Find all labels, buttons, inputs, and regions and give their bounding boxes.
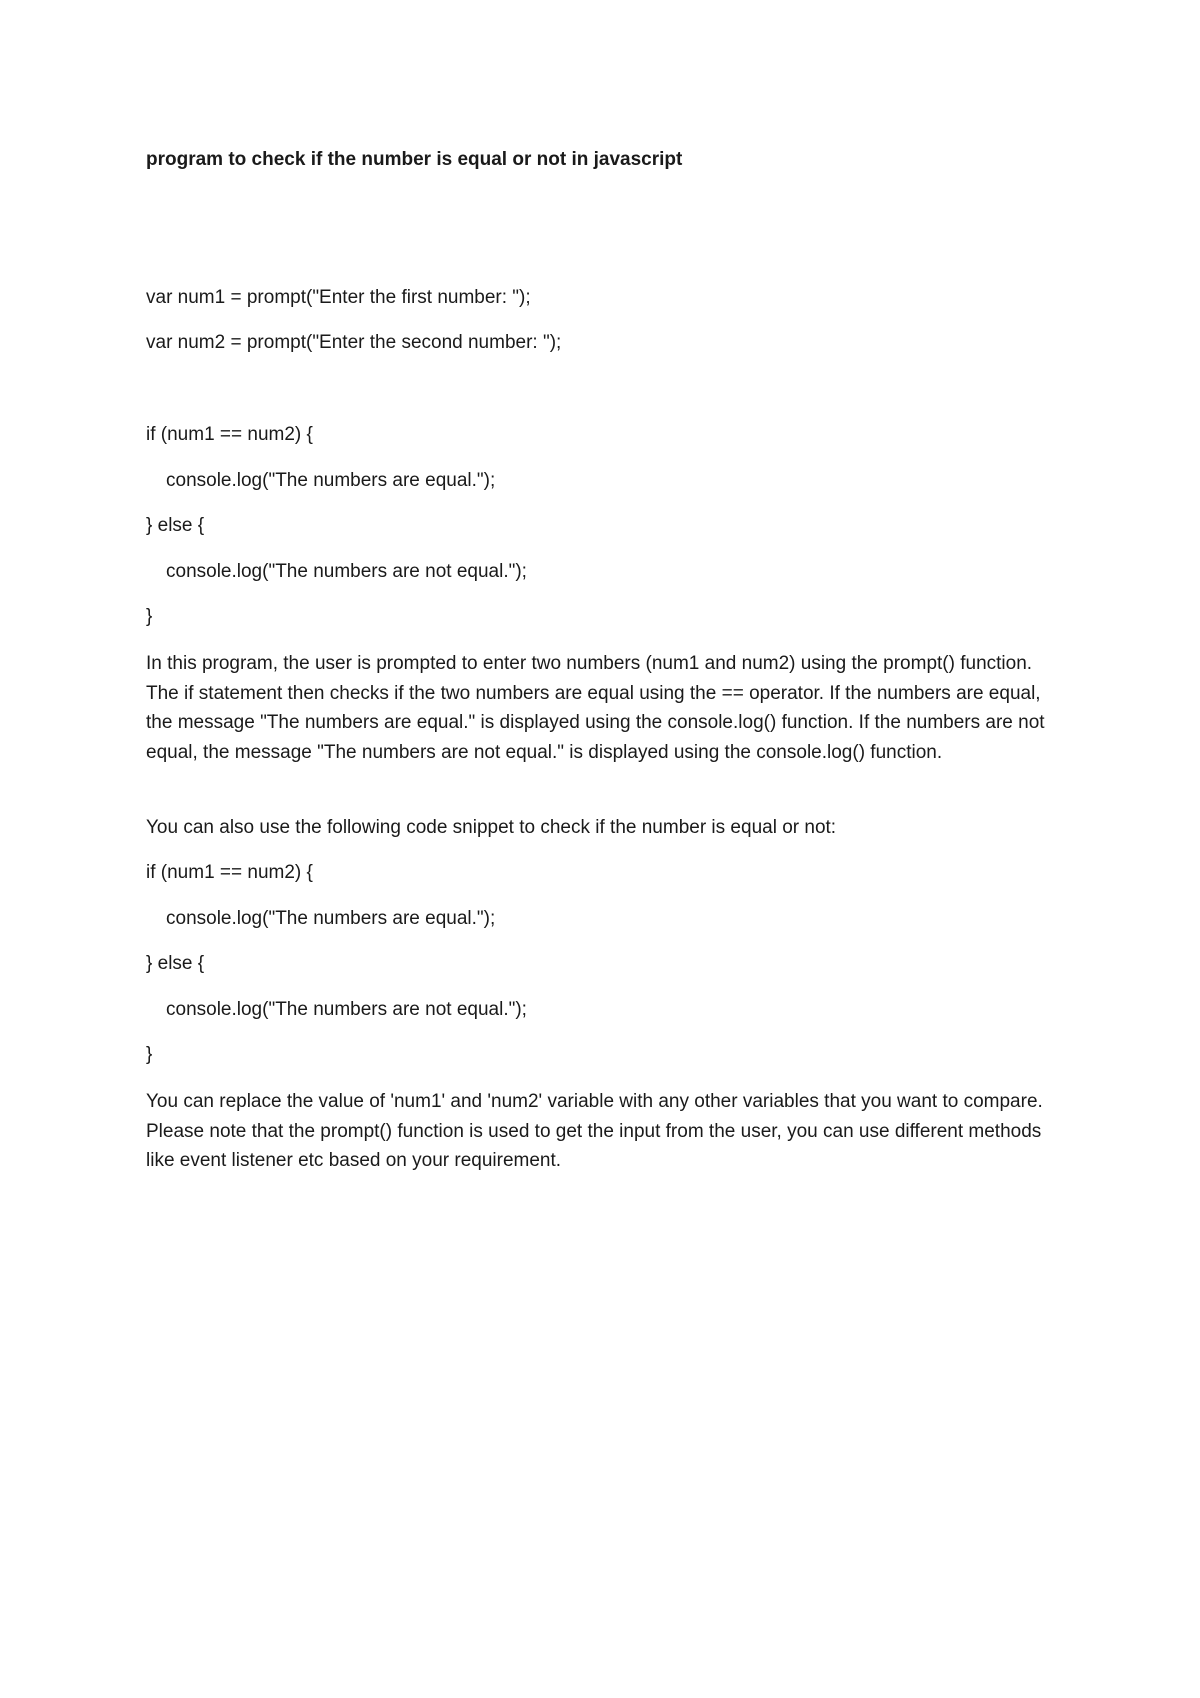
- closing-paragraph: You can replace the value of 'num1' and 'num2' variable with any other variables that you want to compare. Please note that the prompt() function is used to get the input from the user, you can use different methods like event listener etc based on your requirement.: [146, 1091, 1043, 1171]
- code-line: console.log("The numbers are not equal.");: [166, 999, 527, 1020]
- code-line: if (num1 == num2) {: [146, 424, 313, 445]
- code-line: if (num1 == num2) {: [146, 862, 313, 883]
- explanation-paragraph: In this program, the user is prompted to enter two numbers (num1 and num2) using the prompt() function. The if statement then checks if the two numbers are equal using the == operator. If the numbers are equal, the message "The numbers are equal." is displayed using the console.log() function. If the numbers are not equal, the message "The numbers are not equal." is displayed using the console.log() function.: [146, 653, 1045, 763]
- code-line: var num2 = prompt("Enter the second number: ");: [146, 332, 562, 353]
- code-line: console.log("The numbers are equal.");: [166, 470, 496, 491]
- document-title: program to check if the number is equal or not in javascript: [146, 149, 683, 170]
- code-line: var num1 = prompt("Enter the first number: ");: [146, 287, 531, 308]
- code-line: } else {: [146, 515, 205, 536]
- code-line: console.log("The numbers are equal.");: [166, 908, 496, 929]
- intro-paragraph: You can also use the following code snippet to check if the number is equal or not:: [146, 817, 837, 838]
- code-line: }: [146, 606, 153, 627]
- code-line: console.log("The numbers are not equal.");: [166, 561, 527, 582]
- code-line: } else {: [146, 953, 205, 974]
- code-line: }: [146, 1044, 153, 1065]
